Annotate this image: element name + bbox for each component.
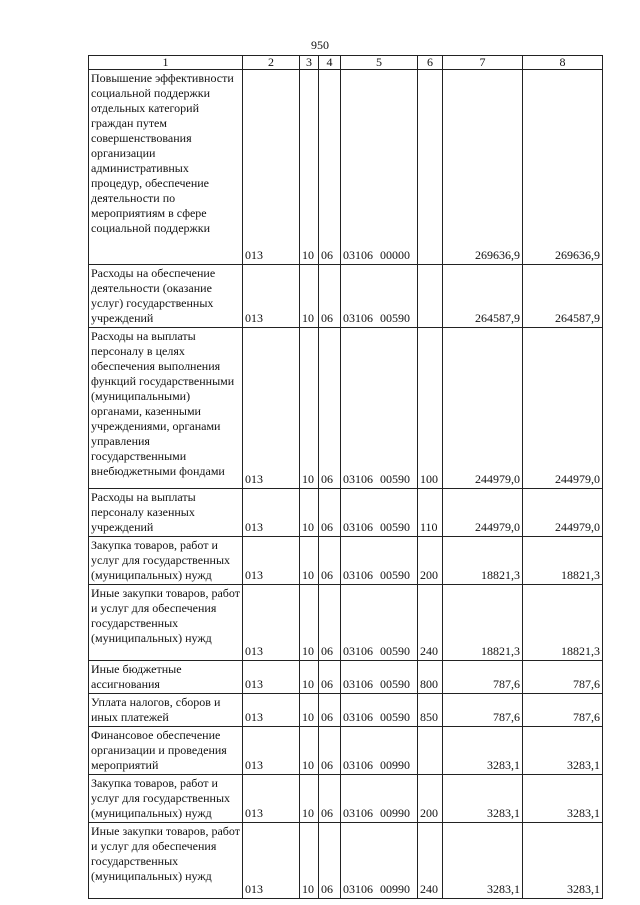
- cell-admin-code: 013: [243, 328, 300, 489]
- cell-subsection: 06: [319, 823, 341, 899]
- cell-amount-1: 244979,0: [443, 328, 523, 489]
- cell-expense-type: 240: [418, 823, 443, 899]
- row-name: Иные закупки товаров, работ и услуг для обеспечения государственных (муниципальных) нужд: [89, 823, 243, 899]
- table-row: [89, 694, 603, 727]
- cell-amount-2: 244979,0: [523, 489, 603, 537]
- cell-expense-type: 100: [418, 328, 443, 489]
- cell-expense-type: 200: [418, 537, 443, 585]
- cell-section: 10: [300, 265, 319, 328]
- row-name: Уплата налогов, сборов и иных платежей: [89, 694, 243, 727]
- cell-amount-2: 3283,1: [523, 727, 603, 775]
- cell-subsection: 06: [319, 727, 341, 775]
- cell-expense-type: [418, 727, 443, 775]
- row-name: Расходы на выплаты персоналу в целях обеспечения выполнения функций государственными (муниципальными) органами, казенными учреждениями, органами управления государственными внебюджетными фондами: [89, 328, 243, 489]
- column-header: 7: [443, 56, 523, 70]
- cell-expense-type: 240: [418, 585, 443, 661]
- cell-target-article: 03106 00590: [341, 694, 418, 727]
- table-row: [89, 70, 603, 265]
- cell-expense-type: [418, 70, 443, 265]
- cell-section: 10: [300, 328, 319, 489]
- table-row: [89, 489, 603, 537]
- cell-target-article: 03106 00590: [341, 661, 418, 694]
- cell-section: 10: [300, 537, 319, 585]
- cell-admin-code: 013: [243, 70, 300, 265]
- cell-target-article: 03106 00590: [341, 537, 418, 585]
- row-name: Расходы на обеспечение деятельности (оказание услуг) государственных учреждений: [89, 265, 243, 328]
- cell-target-article: 03106 00990: [341, 775, 418, 823]
- table-row: [89, 328, 603, 489]
- column-header: 6: [418, 56, 443, 70]
- cell-amount-1: 787,6: [443, 661, 523, 694]
- cell-amount-1: 3283,1: [443, 727, 523, 775]
- cell-amount-2: 264587,9: [523, 265, 603, 328]
- budget-table: [88, 55, 603, 899]
- cell-amount-2: 244979,0: [523, 328, 603, 489]
- table-row: [89, 537, 603, 585]
- table-row: [89, 775, 603, 823]
- page-number: 950: [311, 38, 329, 52]
- row-name: Финансовое обеспечение организации и проведения мероприятий: [89, 727, 243, 775]
- cell-amount-1: 264587,9: [443, 265, 523, 328]
- cell-section: 10: [300, 823, 319, 899]
- cell-target-article: 03106 00590: [341, 328, 418, 489]
- cell-expense-type: 800: [418, 661, 443, 694]
- cell-admin-code: 013: [243, 585, 300, 661]
- cell-section: 10: [300, 775, 319, 823]
- cell-subsection: 06: [319, 775, 341, 823]
- table-row: [89, 661, 603, 694]
- row-name: Иные закупки товаров, работ и услуг для обеспечения государственных (муниципальных) нужд: [89, 585, 243, 661]
- row-name: Расходы на выплаты персоналу казенных учреждений: [89, 489, 243, 537]
- cell-expense-type: 110: [418, 489, 443, 537]
- table-row: [89, 585, 603, 661]
- cell-amount-2: 3283,1: [523, 823, 603, 899]
- cell-admin-code: 013: [243, 823, 300, 899]
- cell-target-article: 03106 00590: [341, 489, 418, 537]
- cell-section: 10: [300, 694, 319, 727]
- cell-section: 10: [300, 70, 319, 265]
- table-row: [89, 265, 603, 328]
- cell-amount-1: 18821,3: [443, 585, 523, 661]
- row-name: Повышение эффективности социальной поддержки отдельных категорий граждан путем совершенствования организации административных процедур, обеспечение деятельности по мероприятиям в сфере социальной поддержки: [89, 70, 243, 265]
- cell-amount-2: 3283,1: [523, 775, 603, 823]
- cell-amount-2: 787,6: [523, 661, 603, 694]
- column-header: 4: [319, 56, 341, 70]
- column-header: 1: [89, 56, 243, 70]
- cell-admin-code: 013: [243, 265, 300, 328]
- cell-amount-2: 18821,3: [523, 585, 603, 661]
- cell-amount-1: 269636,9: [443, 70, 523, 265]
- cell-expense-type: 850: [418, 694, 443, 727]
- cell-amount-1: 244979,0: [443, 489, 523, 537]
- cell-amount-2: 787,6: [523, 694, 603, 727]
- cell-amount-2: 269636,9: [523, 70, 603, 265]
- row-name: Иные бюджетные ассигнования: [89, 661, 243, 694]
- cell-expense-type: 200: [418, 775, 443, 823]
- cell-amount-1: 3283,1: [443, 823, 523, 899]
- cell-admin-code: 013: [243, 537, 300, 585]
- cell-expense-type: [418, 265, 443, 328]
- row-name: Закупка товаров, работ и услуг для государственных (муниципальных) нужд: [89, 537, 243, 585]
- cell-section: 10: [300, 727, 319, 775]
- cell-admin-code: 013: [243, 489, 300, 537]
- cell-section: 10: [300, 489, 319, 537]
- cell-section: 10: [300, 585, 319, 661]
- cell-admin-code: 013: [243, 661, 300, 694]
- cell-amount-1: 3283,1: [443, 775, 523, 823]
- cell-admin-code: 013: [243, 775, 300, 823]
- header-row: [89, 56, 603, 70]
- column-header: 8: [523, 56, 603, 70]
- cell-admin-code: 013: [243, 727, 300, 775]
- cell-target-article: 03106 00990: [341, 823, 418, 899]
- cell-subsection: 06: [319, 585, 341, 661]
- cell-target-article: 03106 00990: [341, 727, 418, 775]
- column-header: 2: [243, 56, 300, 70]
- cell-amount-2: 18821,3: [523, 537, 603, 585]
- cell-admin-code: 013: [243, 694, 300, 727]
- cell-section: 10: [300, 661, 319, 694]
- cell-target-article: 03106 00590: [341, 265, 418, 328]
- cell-subsection: 06: [319, 694, 341, 727]
- cell-subsection: 06: [319, 661, 341, 694]
- cell-target-article: 03106 00000: [341, 70, 418, 265]
- cell-subsection: 06: [319, 328, 341, 489]
- column-header: 5: [341, 56, 418, 70]
- row-name: Закупка товаров, работ и услуг для государственных (муниципальных) нужд: [89, 775, 243, 823]
- cell-subsection: 06: [319, 537, 341, 585]
- cell-amount-1: 18821,3: [443, 537, 523, 585]
- cell-amount-1: 787,6: [443, 694, 523, 727]
- table-row: [89, 823, 603, 899]
- cell-subsection: 06: [319, 489, 341, 537]
- cell-subsection: 06: [319, 265, 341, 328]
- cell-target-article: 03106 00590: [341, 585, 418, 661]
- column-header: 3: [300, 56, 319, 70]
- table-row: [89, 727, 603, 775]
- cell-subsection: 06: [319, 70, 341, 265]
